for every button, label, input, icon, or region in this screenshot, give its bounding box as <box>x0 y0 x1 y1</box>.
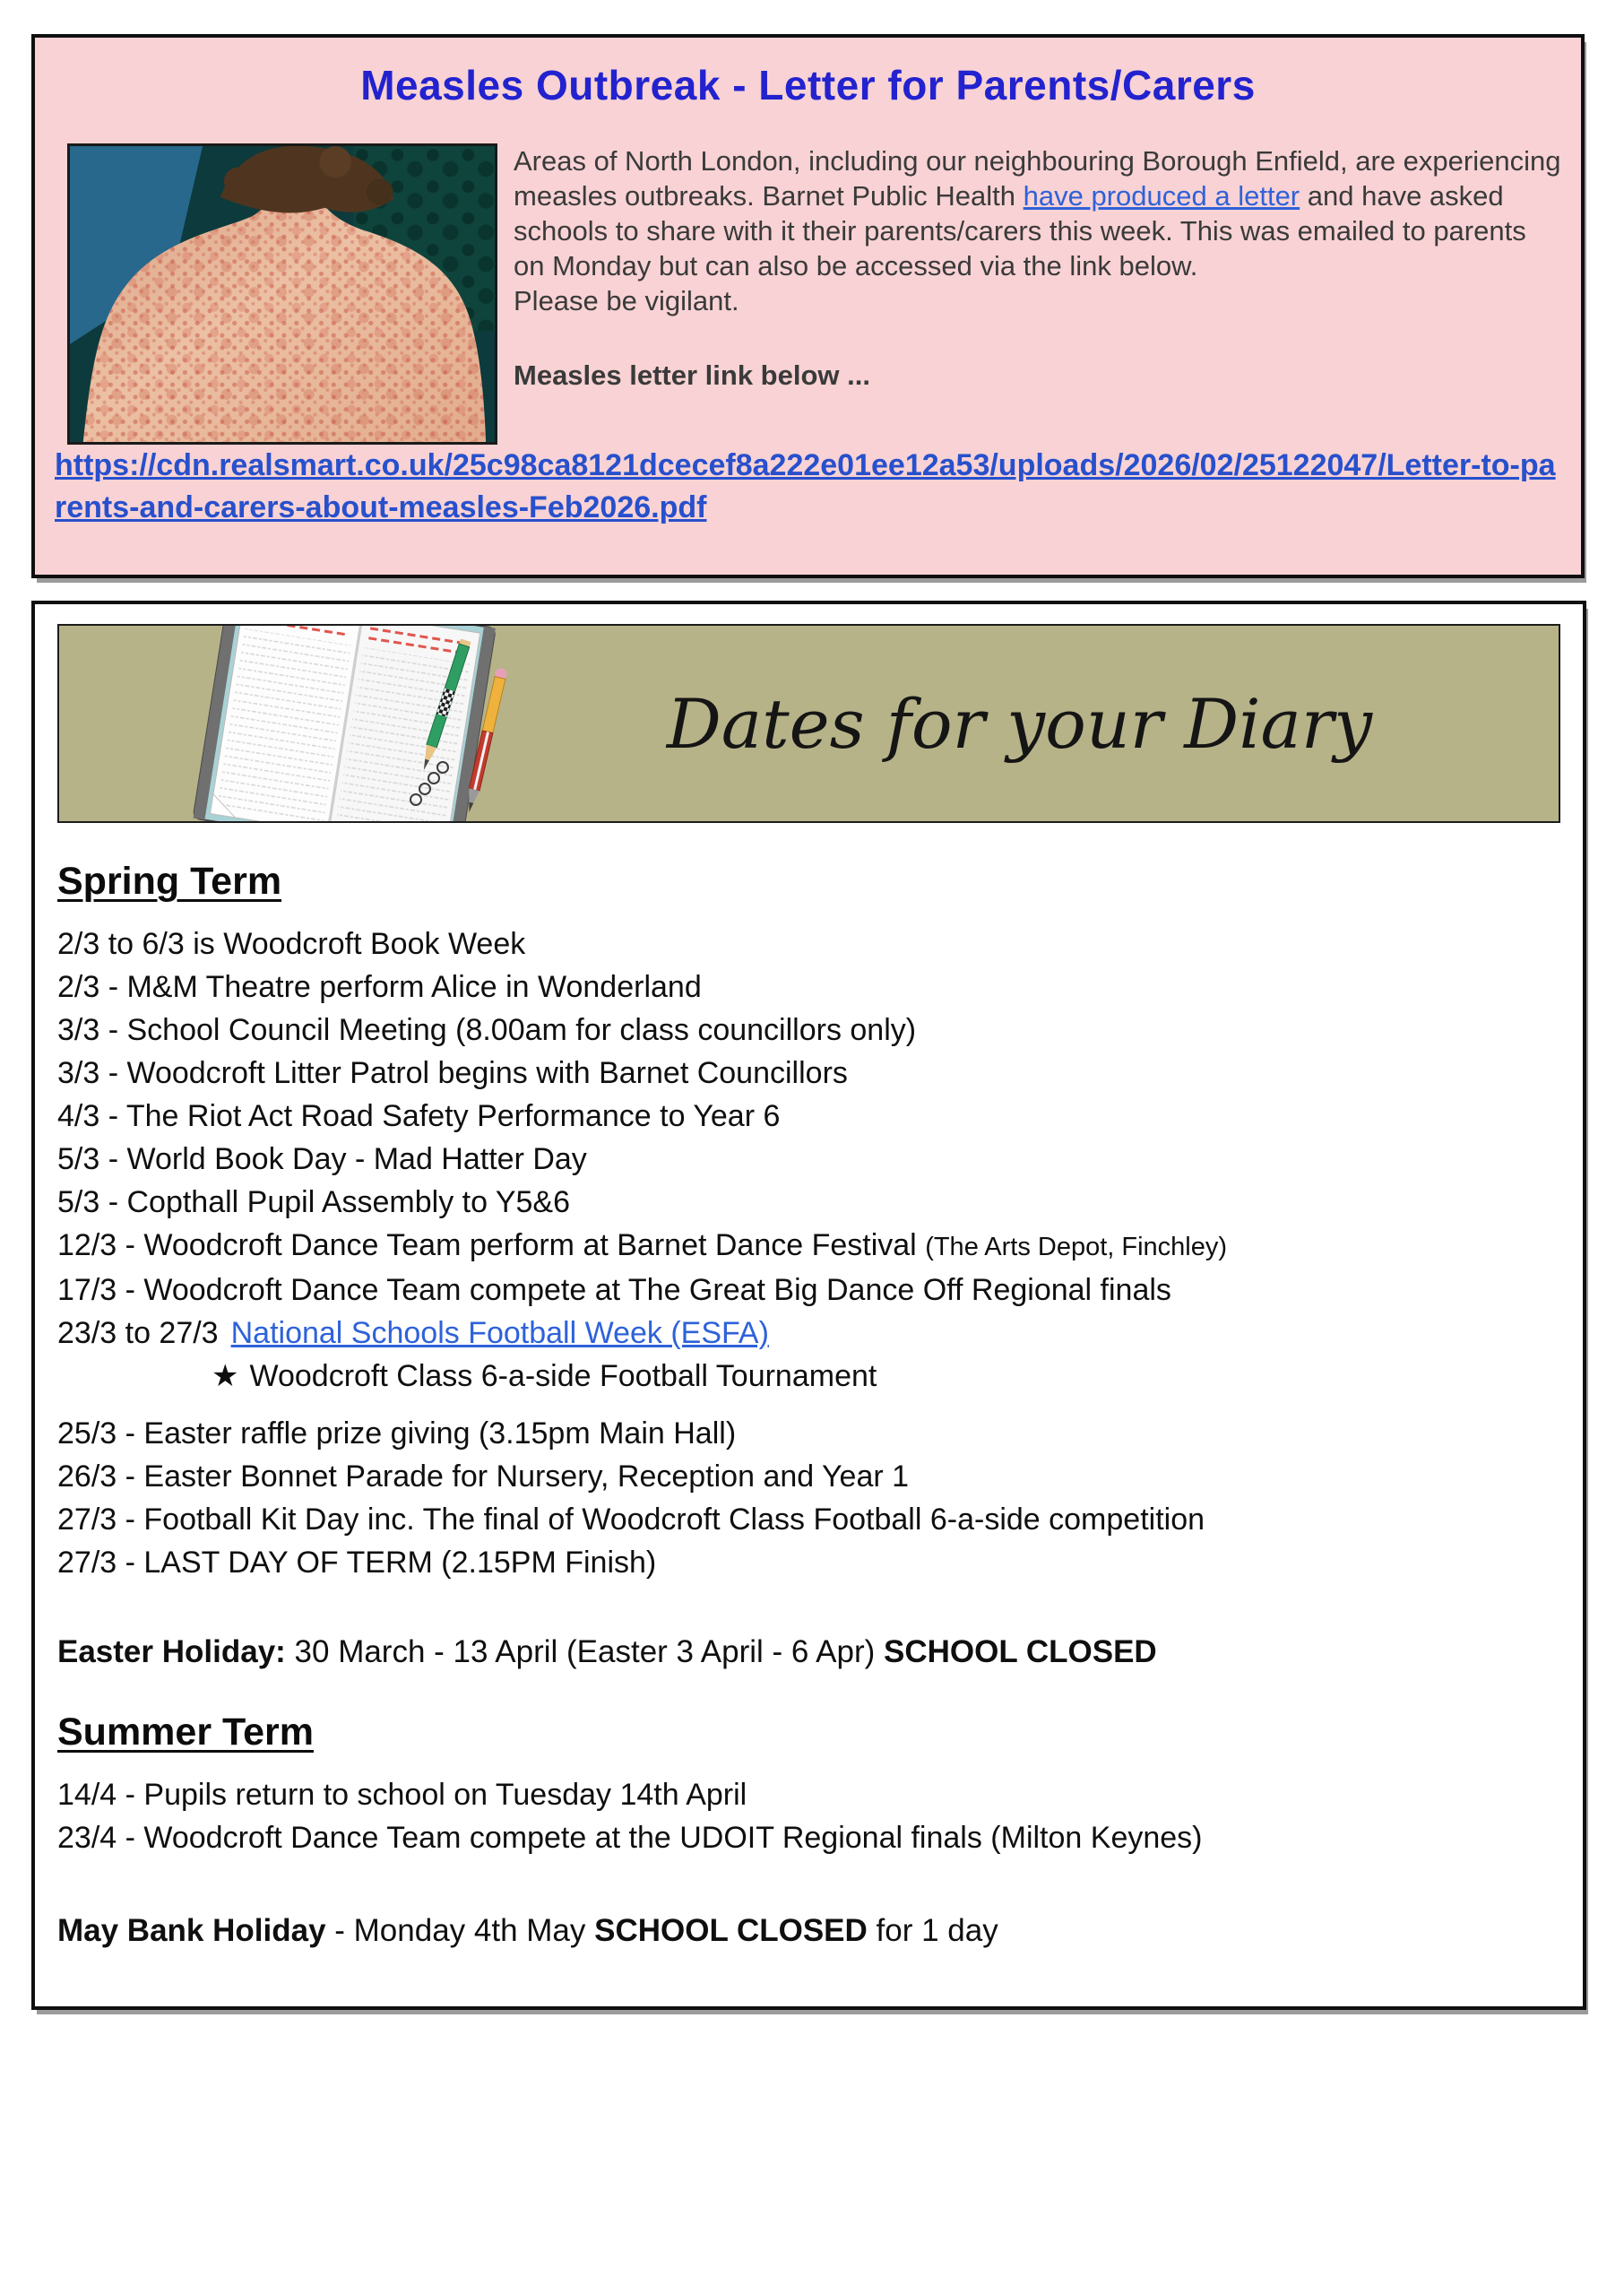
event-text: 12/3 - Woodcroft Dance Team perform at Barnet Dance Festival <box>57 1228 926 1262</box>
easter-holiday-dates: 30 March - 13 April (Easter 3 April - 6 Apr) <box>285 1634 885 1669</box>
measles-content-row <box>55 143 1561 393</box>
have-produced-a-letter-link[interactable]: have produced a letter <box>1023 180 1300 212</box>
event-mm-theatre: 2/3 - M&M Theatre perform Alice in Wonderland <box>57 970 702 1004</box>
measles-title: Measles Outbreak - Letter for Parents/Carers <box>360 62 1256 108</box>
paragraph-after-link: and have asked schools to share with it their parents/carers this week. This was emailed to parents on Monday but can also be accessed via the link below. <box>514 180 1526 281</box>
event-great-big-dance-off: 17/3 - Woodcroft Dance Team compete at The Great Big Dance Off Regional finals <box>57 1273 1171 1307</box>
may-bank-holiday-date: - Monday 4th May <box>325 1913 595 1948</box>
measles-section <box>31 34 1585 578</box>
easter-holiday-label: Easter Holiday: <box>57 1634 286 1669</box>
measles-letter-pdf-link[interactable]: https://cdn.realsmart.co.uk/25c98ca8121dcecef8a222e01ee12a53/uploads/2026/02/25122047/Letter-to-parents-and-carers-about-measles-Feb2026.pdf <box>55 448 1556 524</box>
esfa-football-week-link[interactable]: National Schools Football Week (ESFA) <box>230 1316 769 1350</box>
event-text: Woodcroft Class 6-a-side Football Tournament <box>249 1359 877 1393</box>
summer-term-heading: Summer Term <box>57 1710 314 1754</box>
easter-holiday-line <box>57 1631 1560 1674</box>
event-barnet-dance-festival <box>57 1224 1560 1269</box>
event-world-book-day: 5/3 - World Book Day - Mad Hatter Day <box>57 1142 587 1176</box>
school-closed-badge: SCHOOL CLOSED <box>594 1913 868 1948</box>
spring-events-list <box>57 922 1560 1584</box>
event-football-kit-day: 27/3 - Football Kit Day inc. The final of Woodcroft Class Football 6-a-side competition <box>57 1503 1205 1537</box>
event-six-a-side-tournament <box>57 1355 1560 1398</box>
measles-paragraph <box>514 143 1561 283</box>
measles-letter-link-label: Measles letter link below ... <box>514 359 870 391</box>
event-last-day-of-term: 27/3 - LAST DAY OF TERM (2.15PM Finish) <box>57 1546 657 1580</box>
event-easter-raffle: 25/3 - Easter raffle prize giving (3.15pm Main Hall) <box>57 1416 737 1451</box>
event-pupils-return: 14/4 - Pupils return to school on Tuesday 14th April <box>57 1778 747 1812</box>
may-bank-holiday-suffix: for 1 day <box>867 1913 998 1948</box>
paragraph-before-link: Areas of North London, including our neighbouring Borough Enfield, are experiencing measles outbreaks. Barnet Public Health <box>514 145 1561 212</box>
event-school-council: 3/3 - School Council Meeting (8.00am for class councillors only) <box>57 1013 917 1047</box>
event-easter-bonnet: 26/3 - Easter Bonnet Parade for Nursery, Reception and Year 1 <box>57 1459 910 1494</box>
measles-rash-illustration <box>70 146 495 442</box>
event-book-week: 2/3 to 6/3 is Woodcroft Book Week <box>57 927 526 961</box>
may-bank-holiday-line <box>57 1910 1560 1953</box>
event-udoit-finals: 23/4 - Woodcroft Dance Team compete at the UDOIT Regional finals (Milton Keynes) <box>57 1821 1203 1855</box>
dates-banner-title: Dates for your Diary <box>666 683 1373 764</box>
measles-paragraph-block <box>497 143 1561 393</box>
event-date-range: 23/3 to 27/3 <box>57 1316 219 1350</box>
spring-term-heading: Spring Term <box>57 860 282 903</box>
star-icon: ★ <box>212 1359 239 1393</box>
school-closed-badge: SCHOOL CLOSED <box>884 1634 1157 1669</box>
measles-rash-photo <box>67 143 497 445</box>
event-riot-act: 4/3 - The Riot Act Road Safety Performance to Year 6 <box>57 1099 781 1133</box>
event-litter-patrol: 3/3 - Woodcroft Litter Patrol begins with Barnet Councillors <box>57 1056 848 1090</box>
vigilant-line: Please be vigilant. <box>514 285 739 316</box>
summer-events-list <box>57 1773 1560 1859</box>
dates-banner <box>57 624 1560 823</box>
event-football-week <box>57 1312 1560 1355</box>
may-bank-holiday-label: May Bank Holiday <box>57 1913 326 1948</box>
event-copthall-assembly: 5/3 - Copthall Pupil Assembly to Y5&6 <box>57 1185 571 1219</box>
diary-section <box>31 601 1586 2010</box>
event-venue-note: (The Arts Depot, Finchley) <box>925 1233 1228 1261</box>
diary-notebook-icon <box>59 626 507 821</box>
